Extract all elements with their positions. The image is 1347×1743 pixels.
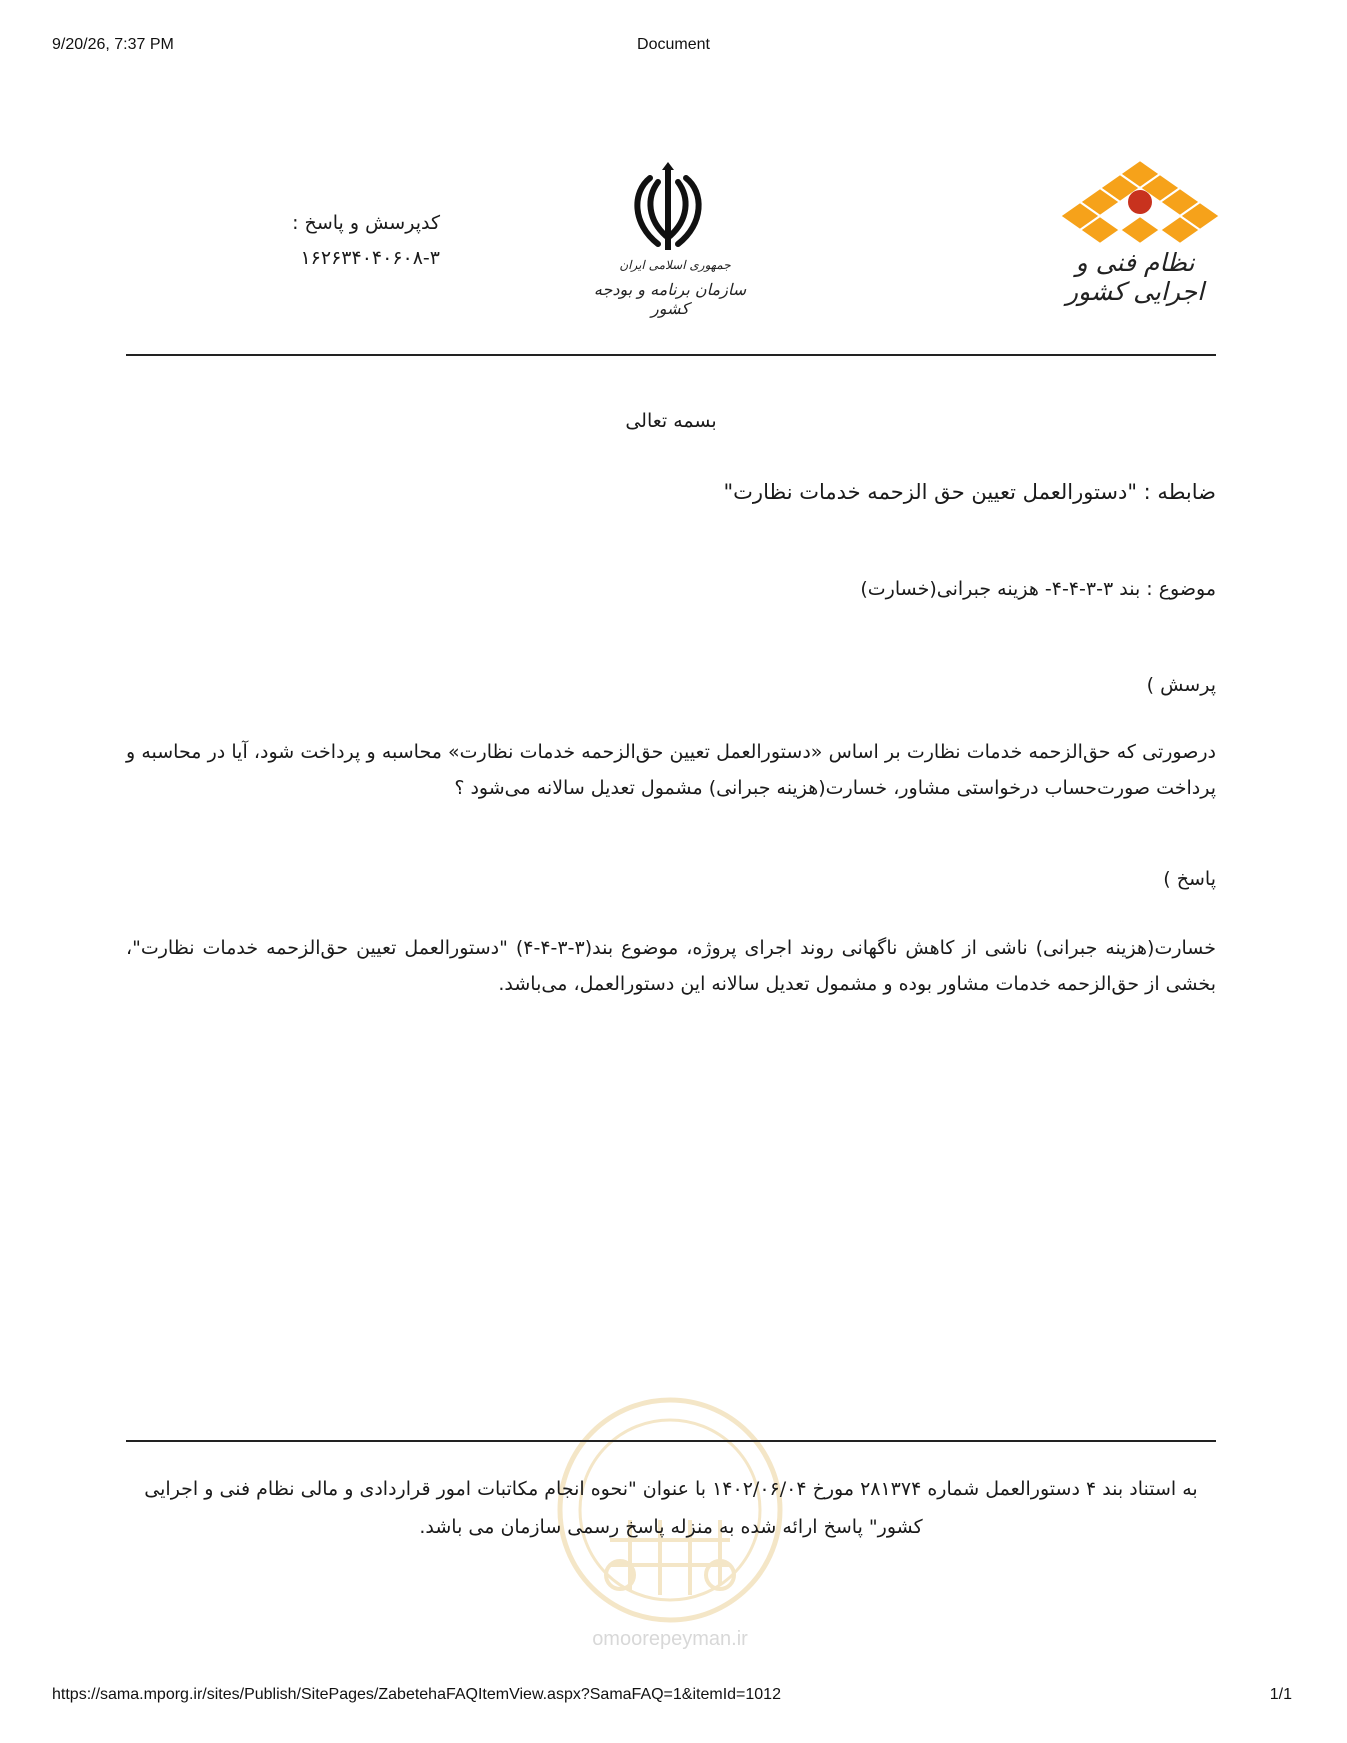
question-heading: پرسش ) [1146, 674, 1216, 696]
iran-emblem-icon [618, 158, 718, 258]
emblem-caption-country: جمهوری اسلامی ایران [619, 258, 731, 272]
question-text: درصورتی که حق‌الزحمه خدمات نظارت بر اساس «دستورالعمل تعیین حق‌الزحمه خدمات نظارت» محاسبه و پرداخت شود، آیا در محاسبه و پرداخت صورت‌حساب درخواستی مشاور، خسارت(هزینه جبرانی) مشمول تعدیل سالانه می‌شود ؟ [126, 741, 1216, 799]
subject-line: موضوع : بند ۳-۳-۴-۴- هزینه جبرانی(خسارت) [860, 578, 1216, 600]
header-divider [126, 354, 1216, 356]
print-page-number: 1/1 [1269, 1686, 1292, 1703]
print-date: 9/20/26, 7:37 PM [52, 36, 174, 53]
watermark-site: omoorepeyman.ir [592, 1628, 748, 1650]
technical-system-logo-text: نظام فنی و اجرایی کشور [1065, 248, 1205, 306]
emblem-caption-organization: سازمان برنامه و بودجه کشور [593, 280, 747, 318]
regulation-title: ضابطه : "دستورالعمل تعیین حق الزحمه خدمات نظارت" [723, 480, 1216, 504]
answer-text: خسارت(هزینه جبرانی) ناشی از کاهش ناگهانی روند اجرای پروژه، موضوع بند(۳-۳-۴-۴) "دستورالعمل تعیین حق‌الزحمه خدمات نظارت"، بخشی از حق‌الزحمه خدمات مشاور بوده و مشمول تعدیل سالانه این دستورالعمل، می‌باشد. [126, 937, 1216, 995]
footer-note: به استناد بند ۴ دستورالعمل شماره ۲۸۱۳۷۴ مورخ ۱۴۰۲/۰۶/۰۴ با عنوان "نحوه انجام مکاتبات امور قراردادی و مالی نظام فنی و اجرایی کشور" پاسخ ارائه شده به منزله پاسخ رسمی سازمان می باشد. [144, 1478, 1198, 1538]
answer-heading: پاسخ ) [1163, 868, 1216, 890]
faq-code-value: ۱۶۲۶۳۴۰۴۰۶۰۸-۳ [300, 247, 440, 269]
print-title: Document [637, 36, 710, 53]
print-url: https://sama.mporg.ir/sites/Publish/SitePages/ZabetehaFAQItemView.aspx?SamaFAQ=1&itemId=1012 [52, 1686, 781, 1703]
faq-code-block [240, 206, 440, 276]
footer-divider [126, 1440, 1216, 1442]
bismillah-heading: بسمه تعالی [625, 410, 717, 432]
faq-code-label: کدپرسش و پاسخ : [292, 212, 440, 234]
